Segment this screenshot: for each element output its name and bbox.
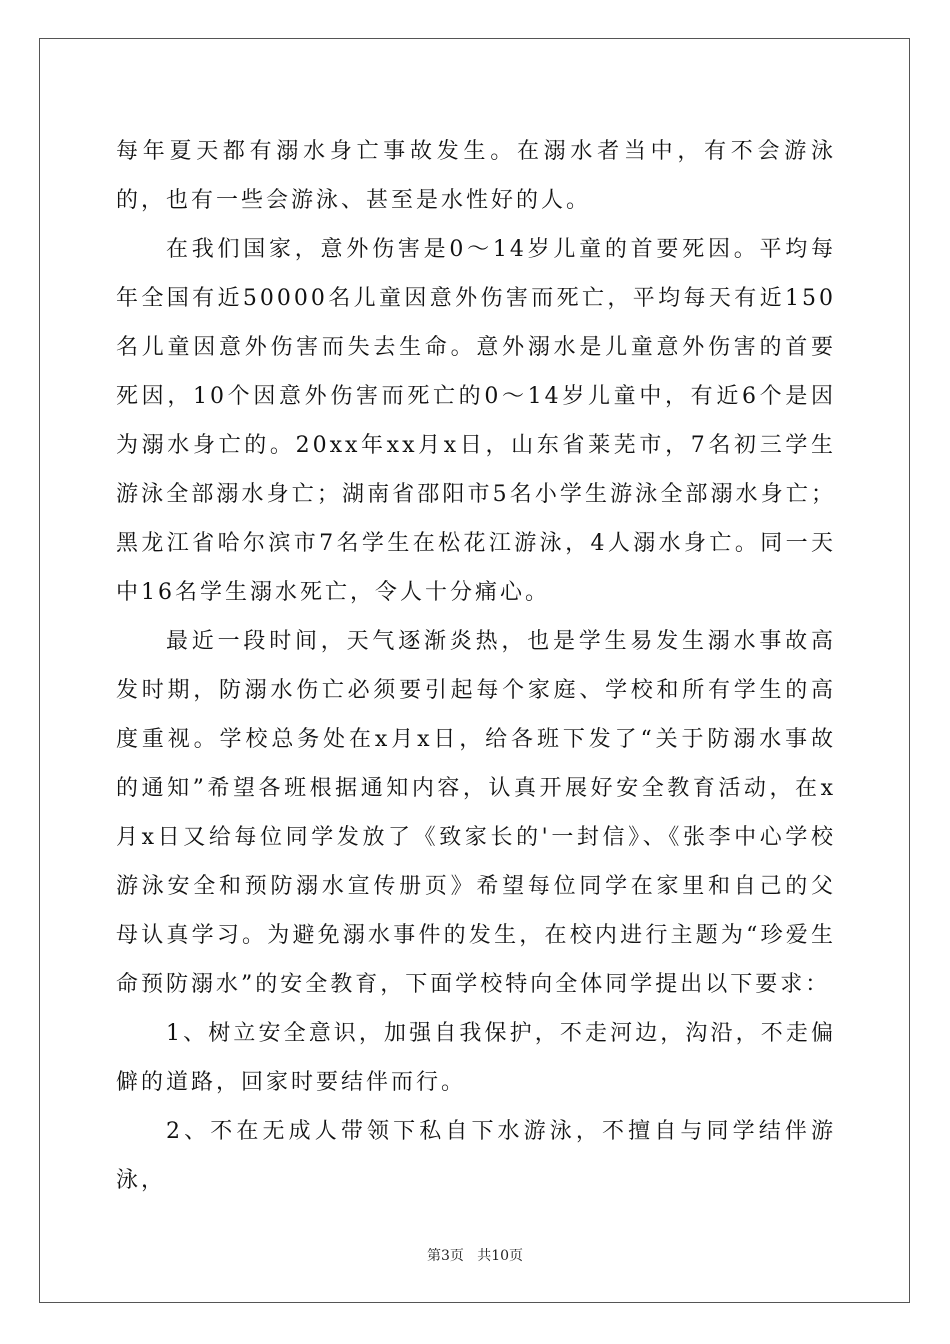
document-body: [116, 127, 836, 1205]
paragraph-3: 最近一段时间，天气逐渐炎热，也是学生易发生溺水事故高发时期，防溺水伤亡必须要引起每个家庭、学校和所有学生的高度重视。学校总务处在x月x日，给各班下发了“关于防溺水事故的通知”希望各班根据通知内容，认真开展好安全教育活动，在x月x日又给每位同学发放了《致家长的'一封信》、《张李中心学校游泳安全和预防溺水宣传册页》希望每位同学在家里和自己的父母认真学习。为避免溺水事件的发生，在校内进行主题为“珍爱生命预防溺水”的安全教育，下面学校特向全体同学提出以下要求：: [116, 629, 836, 997]
paragraph-1: 每年夏天都有溺水身亡事故发生。在溺水者当中，有不会游泳的，也有一些会游泳、甚至是水性好的人。: [116, 139, 836, 213]
paragraph-4: 1、树立安全意识，加强自我保护，不走河边，沟沿，不走偏僻的道路，回家时要结伴而行。: [116, 1021, 836, 1095]
page-footer: [0, 1246, 950, 1266]
paragraph-5: 2、不在无成人带领下私自下水游泳，不擅自与同学结伴游泳，: [116, 1119, 836, 1193]
page-number: 第3页 共10页: [426, 1248, 524, 1264]
paragraph-2: 在我们国家，意外伤害是0～14岁儿童的首要死因。平均每年全国有近50000名儿童因意外伤害而死亡，平均每天有近150名儿童因意外伤害而失去生命。意外溺水是儿童意外伤害的首要死因，10个因意外伤害而死亡的0～14岁儿童中，有近6个是因为溺水身亡的。20xx年xx月x日，山东省莱芜市，7名初三学生游泳全部溺水身亡；湖南省邵阳市5名小学生游泳全部溺水身亡；黑龙江省哈尔滨市7名学生在松花江游泳，4人溺水身亡。同一天中16名学生溺水死亡，令人十分痛心。: [116, 237, 836, 605]
